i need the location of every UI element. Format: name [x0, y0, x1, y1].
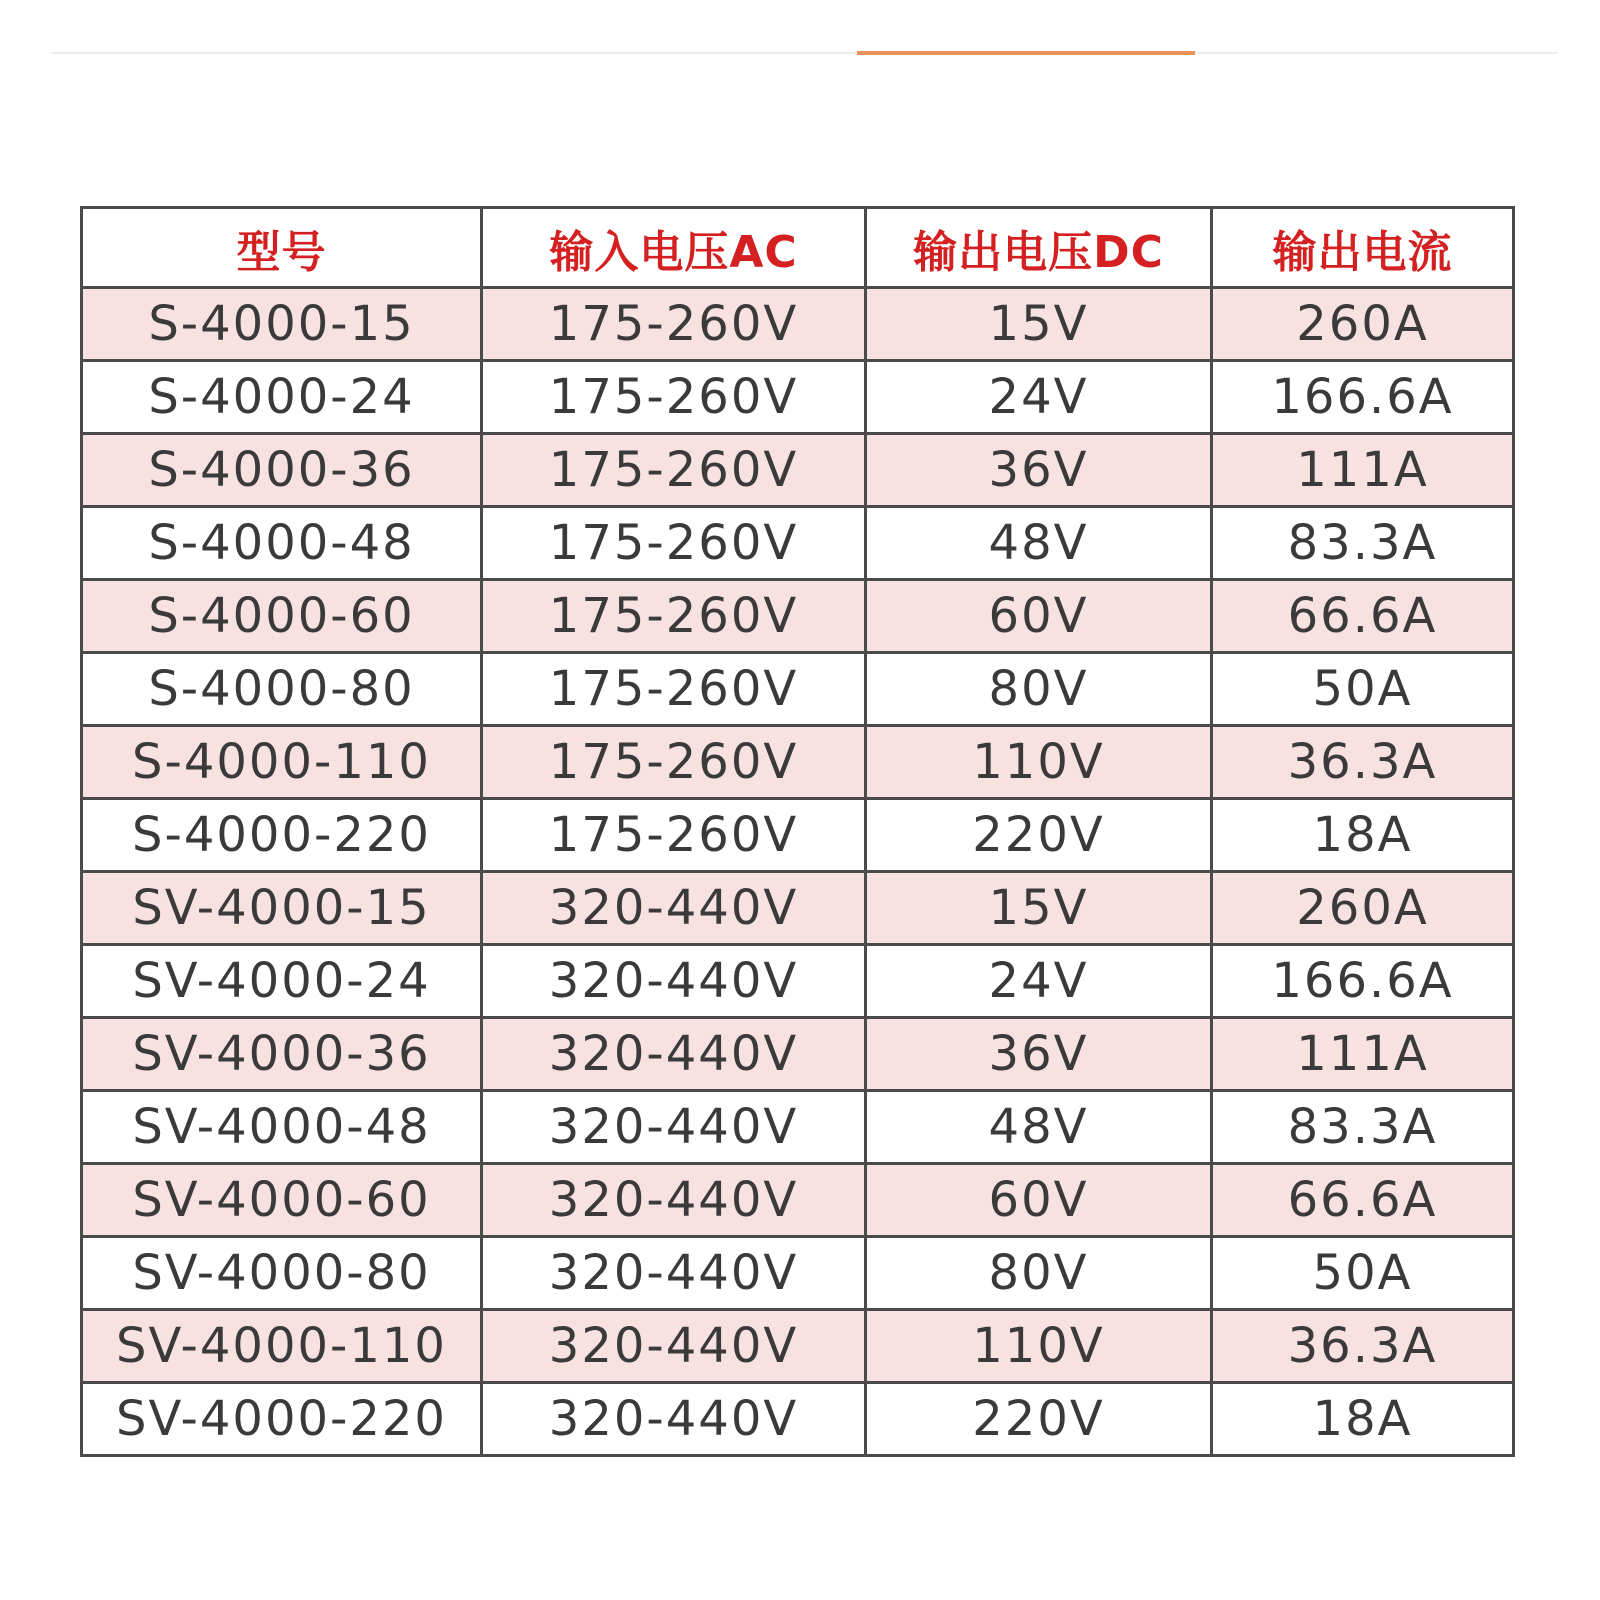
table-row [82, 1383, 1514, 1456]
cell-input-voltage: 320-440V [482, 872, 866, 945]
table-row [82, 1310, 1514, 1383]
cell-model: SV-4000-220 [82, 1383, 482, 1456]
cell-output-current: 50A [1212, 1237, 1514, 1310]
cell-output-current: 83.3A [1212, 1091, 1514, 1164]
cell-input-voltage: 175-260V [482, 434, 866, 507]
cell-input-voltage: 320-440V [482, 1018, 866, 1091]
header-output-current: 输出电流 [1212, 208, 1514, 288]
table-row [82, 653, 1514, 726]
cell-output-voltage: 24V [866, 361, 1212, 434]
cell-model: SV-4000-24 [82, 945, 482, 1018]
cell-model: SV-4000-60 [82, 1164, 482, 1237]
cell-output-current: 83.3A [1212, 507, 1514, 580]
table-row [82, 288, 1514, 361]
header-input-voltage: 输入电压AC [482, 208, 866, 288]
cell-output-voltage: 36V [866, 434, 1212, 507]
cell-output-current: 166.6A [1212, 945, 1514, 1018]
cell-output-voltage: 220V [866, 799, 1212, 872]
table-row [82, 1018, 1514, 1091]
cell-output-current: 260A [1212, 872, 1514, 945]
cell-input-voltage: 175-260V [482, 580, 866, 653]
cell-output-current: 260A [1212, 288, 1514, 361]
cell-input-voltage: 320-440V [482, 1164, 866, 1237]
cell-output-voltage: 24V [866, 945, 1212, 1018]
cell-input-voltage: 175-260V [482, 726, 866, 799]
table-row [82, 945, 1514, 1018]
cell-output-voltage: 15V [866, 288, 1212, 361]
cell-input-voltage: 320-440V [482, 945, 866, 1018]
cell-output-voltage: 36V [866, 1018, 1212, 1091]
cell-model: SV-4000-80 [82, 1237, 482, 1310]
cell-output-voltage: 110V [866, 1310, 1212, 1383]
cell-model: SV-4000-36 [82, 1018, 482, 1091]
cell-model: S-4000-80 [82, 653, 482, 726]
cell-model: S-4000-110 [82, 726, 482, 799]
cell-input-voltage: 175-260V [482, 653, 866, 726]
cell-input-voltage: 320-440V [482, 1237, 866, 1310]
top-divider [52, 52, 1558, 54]
cell-model: SV-4000-48 [82, 1091, 482, 1164]
table-row [82, 1164, 1514, 1237]
cell-output-current: 111A [1212, 1018, 1514, 1091]
cell-input-voltage: 320-440V [482, 1383, 866, 1456]
cell-input-voltage: 175-260V [482, 799, 866, 872]
cell-input-voltage: 175-260V [482, 288, 866, 361]
cell-output-current: 50A [1212, 653, 1514, 726]
table-row [82, 1091, 1514, 1164]
table-row [82, 580, 1514, 653]
cell-output-voltage: 110V [866, 726, 1212, 799]
cell-model: S-4000-15 [82, 288, 482, 361]
cell-model: S-4000-220 [82, 799, 482, 872]
table-row [82, 434, 1514, 507]
cell-output-voltage: 60V [866, 1164, 1212, 1237]
header-model: 型号 [82, 208, 482, 288]
cell-input-voltage: 175-260V [482, 361, 866, 434]
cell-output-voltage: 60V [866, 580, 1212, 653]
table-row [82, 507, 1514, 580]
table-row [82, 361, 1514, 434]
cell-model: SV-4000-15 [82, 872, 482, 945]
table-row [82, 1237, 1514, 1310]
top-accent-bar [857, 51, 1195, 55]
cell-output-voltage: 80V [866, 1237, 1212, 1310]
cell-output-current: 36.3A [1212, 726, 1514, 799]
cell-output-current: 66.6A [1212, 1164, 1514, 1237]
cell-output-current: 18A [1212, 1383, 1514, 1456]
spec-table [80, 206, 1515, 1457]
cell-model: S-4000-24 [82, 361, 482, 434]
cell-model: SV-4000-110 [82, 1310, 482, 1383]
cell-model: S-4000-48 [82, 507, 482, 580]
cell-input-voltage: 175-260V [482, 507, 866, 580]
cell-model: S-4000-36 [82, 434, 482, 507]
cell-input-voltage: 320-440V [482, 1310, 866, 1383]
header-row [82, 208, 1514, 288]
cell-output-current: 166.6A [1212, 361, 1514, 434]
table-row [82, 799, 1514, 872]
cell-output-current: 36.3A [1212, 1310, 1514, 1383]
cell-output-current: 18A [1212, 799, 1514, 872]
cell-output-voltage: 220V [866, 1383, 1212, 1456]
cell-model: S-4000-60 [82, 580, 482, 653]
cell-output-voltage: 80V [866, 653, 1212, 726]
cell-output-voltage: 48V [866, 1091, 1212, 1164]
cell-output-current: 111A [1212, 434, 1514, 507]
cell-output-voltage: 15V [866, 872, 1212, 945]
header-output-voltage: 输出电压DC [866, 208, 1212, 288]
cell-output-voltage: 48V [866, 507, 1212, 580]
cell-input-voltage: 320-440V [482, 1091, 866, 1164]
table-row [82, 872, 1514, 945]
cell-output-current: 66.6A [1212, 580, 1514, 653]
table-row [82, 726, 1514, 799]
